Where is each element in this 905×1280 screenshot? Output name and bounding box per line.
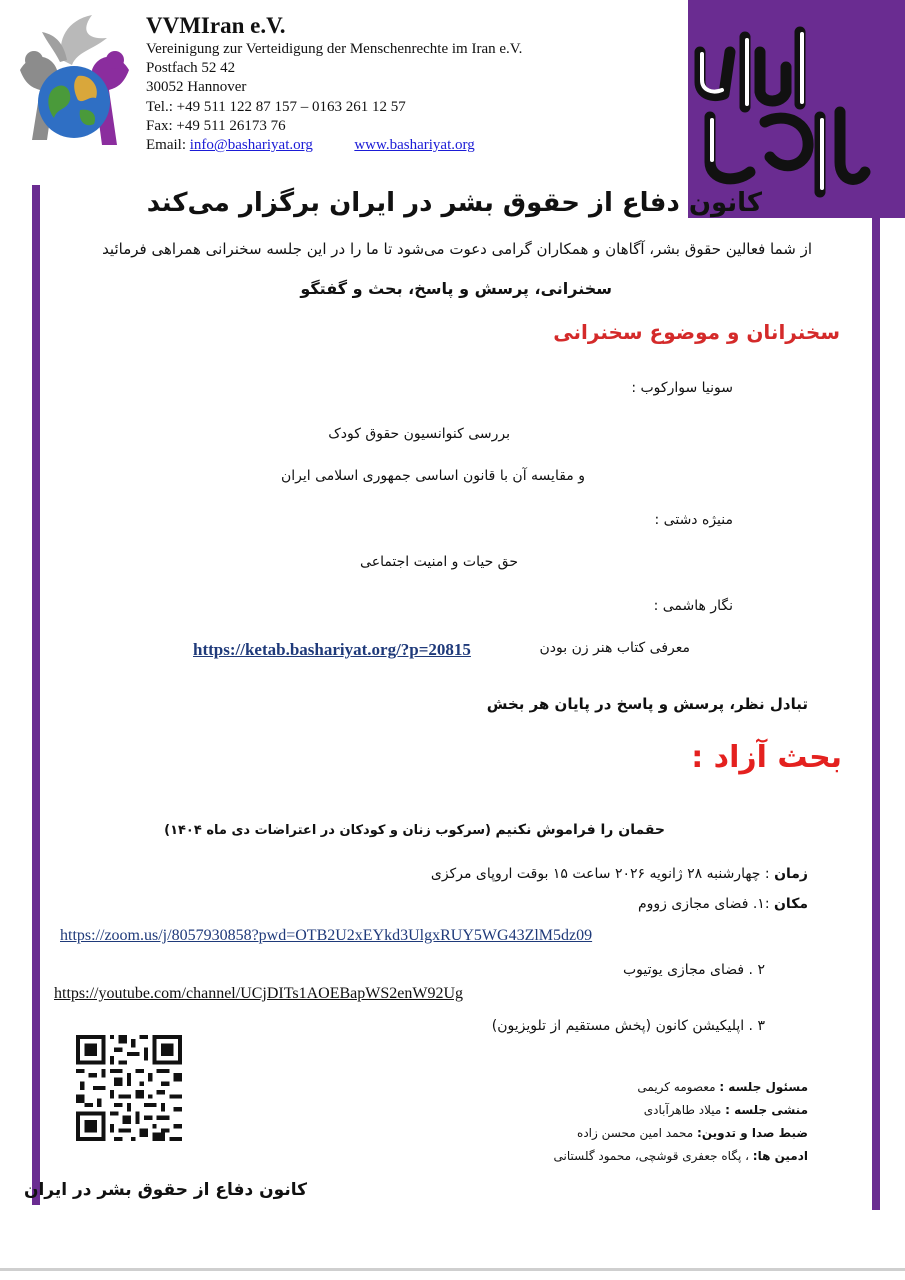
staff-3 <box>577 1126 808 1140</box>
org-name: VVMIran e.V. <box>146 13 286 38</box>
place-3: ۳ . اپلیکیشن کانون (پخش مستقیم از تلویزیون) <box>491 1018 765 1034</box>
speaker-3-topic-1: معرفی کتاب هنر زن بودن <box>539 640 690 656</box>
telephone: Tel.: +49 511 122 87 157 – 0163 261 12 57 <box>146 98 406 115</box>
free-discussion-topic <box>164 822 665 838</box>
calligraphy-logo-icon <box>690 12 874 207</box>
contact-line <box>146 136 522 155</box>
staff-3-role: ضبط صدا و تدوین: <box>697 1126 808 1140</box>
staff-1 <box>637 1080 808 1094</box>
speaker-2-name: منیژه دشتی : <box>654 512 733 528</box>
free-discussion-topic-rest: (سرکوب زنان و کودکان در اعتراضات دی ماه ۱۴۰۴) <box>164 823 496 838</box>
speaker-1-topic-1: بررسی کنوانسیون حقوق کودک <box>328 426 510 442</box>
left-purple-bar <box>32 185 40 1205</box>
footer-org-name: کانون دفاع از حقوق بشر در ایران <box>23 1180 307 1200</box>
place-1: :۱. فضای مجازی زووم <box>637 896 774 912</box>
speaker-1-name: سونیا سوارکوب : <box>631 380 733 396</box>
bottom-divider <box>0 1268 905 1271</box>
org-full-name: Vereinigung zur Verteidigung der Menschenrechte im Iran e.V. <box>146 41 523 57</box>
right-purple-bar <box>872 175 880 1210</box>
staff-2-role: منشی جلسه : <box>725 1103 808 1117</box>
city: 30052 Hannover <box>146 79 247 96</box>
website-link[interactable]: www.bashariyat.org <box>354 137 475 154</box>
invitation-text: از شما فعالین حقوق بشر، آگاهان و همکاران گرامی دعوت می‌شود تا ما را در این جلسه سخنرانی همراهی فرمائید <box>102 240 812 258</box>
place-2: ۲ . فضای مجازی یوتیوب <box>622 962 765 978</box>
time-value: : چهارشنبه ۲۸ ژانویه ۲۰۲۶ ساعت ۱۵ بوقت اروپای مرکزی <box>430 866 775 882</box>
staff-4 <box>554 1149 808 1163</box>
free-discussion-title: بحث آزاد : <box>691 740 842 775</box>
org-header <box>146 12 522 155</box>
qa-note: تبادل نظر، پرسش و پاسخ در پایان هر بخش <box>486 695 808 713</box>
zoom-link[interactable]: https://zoom.us/j/8057930858?pwd=OTB2U2xEYkd3UlgxRUY5WG43ZlM5dz09 <box>60 927 593 944</box>
vvmiran-logo-icon <box>12 10 137 160</box>
postfach: Postfach 52 42 <box>146 60 236 77</box>
fax: Fax: +49 511 26173 76 <box>146 117 286 134</box>
staff-3-name: محمد امین محسن زاده <box>577 1126 698 1140</box>
email-link[interactable]: info@bashariyat.org <box>189 137 313 154</box>
speakers-title: سخنرانان و موضوع سخنرانی <box>553 320 840 344</box>
time-line <box>431 866 808 882</box>
staff-2 <box>644 1103 808 1117</box>
main-title: کانون دفاع از حقوق بشر در ایران برگزار می‌کند <box>146 188 762 218</box>
place-line <box>638 896 808 912</box>
format-title: سخنرانی، پرسش و پاسخ، بحث و گفتگو <box>300 279 612 298</box>
speaker-1-topic-2: و مقایسه آن با قانون اساسی جمهوری اسلامی ایران <box>280 468 585 484</box>
time-label: زمان <box>774 866 808 882</box>
staff-1-name: معصومه کریمی <box>637 1080 720 1094</box>
email-label: Email: <box>146 137 186 154</box>
staff-4-role: ادمین ها: <box>752 1149 808 1163</box>
place-label: مکان <box>773 896 808 912</box>
speaker-2-topic-1: حق حیات و امنیت اجتماعی <box>360 554 518 570</box>
free-discussion-topic-bold: حقمان را فراموش نکنیم <box>495 822 665 838</box>
book-link[interactable]: https://ketab.bashariyat.org/?p=20815 <box>193 640 471 659</box>
staff-4-name: ، پگاه جعفری قوشچی، محمود گلستانی <box>553 1149 753 1163</box>
youtube-link[interactable]: https://youtube.com/channel/UCjDITs1AOEBapWS2enW92Ug <box>54 985 464 1002</box>
staff-1-role: مسئول جلسه : <box>719 1080 808 1094</box>
speaker-3-name: نگار هاشمی : <box>653 598 733 614</box>
staff-2-name: میلاد طاهرآبادی <box>643 1103 726 1117</box>
qr-code-icon[interactable] <box>76 1033 182 1143</box>
